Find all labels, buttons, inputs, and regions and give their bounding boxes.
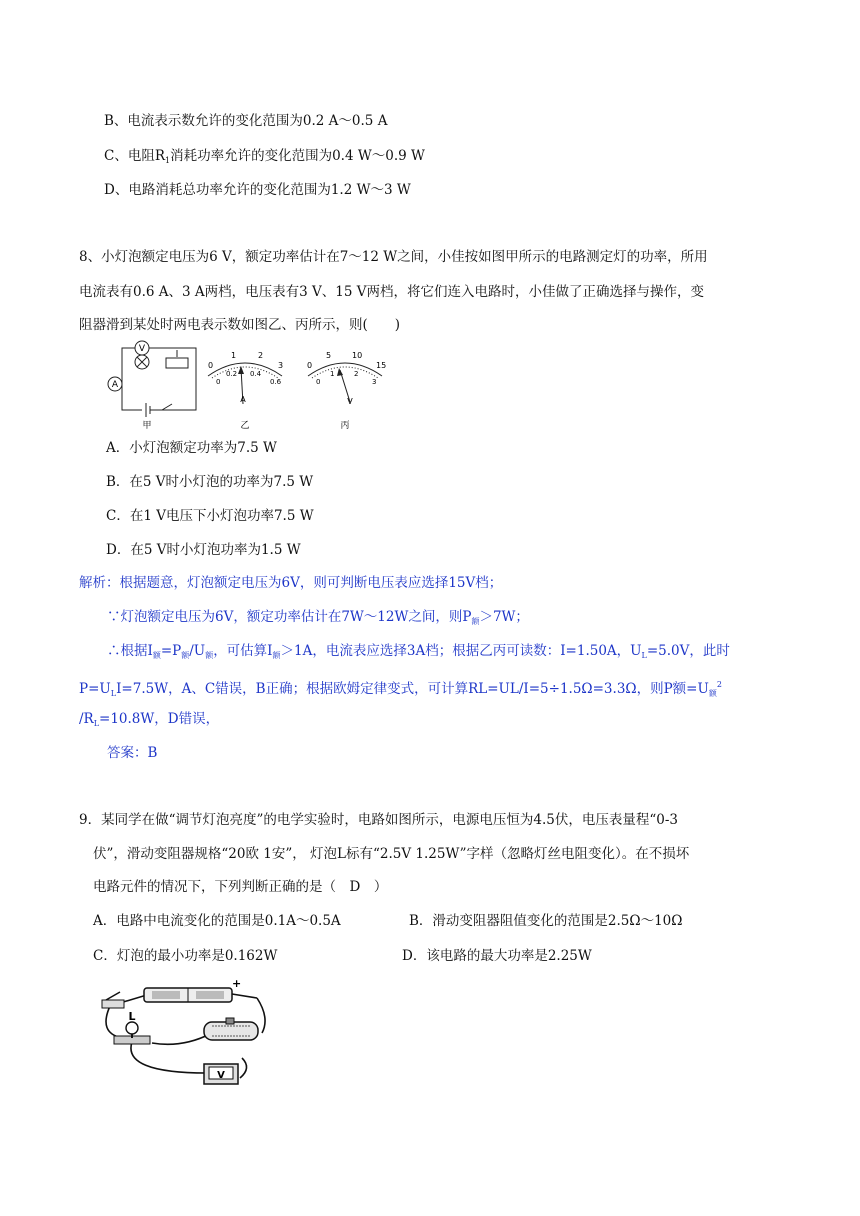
q8-option-a: A．小灯泡额定功率为7.5 W — [106, 440, 277, 456]
q8-analysis-4-t2: I=7.5W，A、C错误，B正确；根据欧姆定律变式，可计算RL=UL/I=5÷1.5Ω=3.3Ω，则P额=U — [116, 681, 709, 697]
voltmeter-outer-tick-0: 0 — [307, 361, 313, 370]
voltmeter-inner-tick-1: 1 — [330, 370, 335, 378]
ammeter-outer-tick-3: 3 — [278, 361, 284, 370]
voltmeter-inner-tick-0: 0 — [316, 378, 321, 386]
ammeter-inner-tick-0: 0 — [216, 378, 221, 386]
q8-analysis-3-s2: 额 — [181, 651, 190, 660]
q8-analysis-line-1: 解析：根据题意，灯泡额定电压为6V，则可判断电压表应选择15V档； — [79, 575, 503, 591]
ammeter-outer-tick-0: 0 — [208, 361, 214, 370]
circuit-ammeter-letter: A — [111, 380, 119, 390]
q8-analysis-line-5 — [79, 709, 219, 734]
circuit-diagram — [108, 341, 196, 416]
q8-analysis-line-3 — [107, 641, 730, 666]
q8-analysis-3-s3: 额 — [205, 651, 214, 660]
ammeter-outer-tick-1: 1 — [231, 351, 237, 360]
circuit-caption: 甲 — [142, 421, 152, 430]
q8-analysis-3-t4: ，可估算I — [213, 643, 273, 659]
voltmeter-inner-tick-2: 2 — [354, 370, 359, 378]
q8-analysis-5-t2: =10.8W，D错误， — [99, 711, 220, 727]
q8-analysis-4-t1: P=U — [79, 681, 111, 697]
q8-analysis-2-sub: 额 — [471, 617, 480, 626]
circuit-voltmeter-letter: V — [138, 344, 146, 354]
q7-option-c — [104, 146, 425, 171]
voltmeter-inner-tick-3: 3 — [372, 378, 377, 386]
lamp-label: L — [128, 1010, 136, 1023]
battery-icon — [144, 988, 232, 1002]
voltmeter-outer-tick-2: 10 — [352, 351, 363, 360]
q7-option-c-text-rest: 消耗功率允许的变化范围为0.4 W～0.9 W — [170, 148, 425, 164]
q9-option-d: D．该电路的最大功率是2.25W — [402, 948, 592, 964]
voltmeter-outer-tick-1: 5 — [326, 351, 332, 360]
voltmeter-needle-label: V — [347, 397, 353, 406]
q9-option-a: A．电路中电流变化的范围是0.1A～0.5A — [93, 913, 341, 929]
q8-analysis-5-s1: L — [93, 719, 100, 728]
q9-option-c: C．灯泡的最小功率是0.162W — [93, 948, 278, 964]
ammeter-inner-tick-2: 0.4 — [250, 370, 262, 378]
lamp-holder-icon — [114, 1022, 150, 1044]
ammeter-inner-tick-1: 0.2 — [226, 370, 238, 378]
q8-analysis-3-t5: ＞1A，电流表应选择3A档；根据乙丙可读数：I=1.50A，U — [280, 643, 642, 659]
battery-plus-sign: + — [232, 978, 242, 990]
voltmeter-label: V — [217, 1070, 225, 1081]
q9-stem-line-1: 9．某同学在做“调节灯泡亮度”的电学实验时，电路如图所示，电源电压恒为4.5伏，电压表量程“0-3 — [79, 812, 679, 828]
q8-option-c: C．在1 V电压下小灯泡功率7.5 W — [106, 508, 314, 524]
q8-analysis-3-s4: 额 — [272, 651, 281, 660]
q8-analysis-5-t1: /R — [79, 711, 94, 727]
q7-option-d: D、电路消耗总功率允许的变化范围为1.2 W～3 W — [104, 182, 411, 198]
q9-option-b: B．滑动变阻器阻值变化的范围是2.5Ω～10Ω — [409, 913, 683, 929]
rheostat-icon — [204, 1018, 258, 1040]
q7-option-c-subscript: 1 — [165, 156, 171, 165]
q8-figure — [100, 340, 400, 430]
q8-analysis-3-t6: =5.0V，此时 — [646, 643, 730, 659]
q8-analysis-line-2 — [107, 607, 529, 632]
ammeter-outer-tick-2: 2 — [258, 351, 264, 360]
q8-answer: 答案：B — [107, 745, 158, 761]
q9-stem-line-2: 伏”，滑动变阻器规格“20欧 1安”， 灯泡L标有“2.5V 1.25W”字样（忽略灯丝电阻变化）。在不损坏 — [93, 846, 690, 862]
q8-analysis-4-sup: 2 — [716, 680, 722, 689]
q8-analysis-3-t2: =P — [160, 643, 182, 659]
q8-stem-line-3: 阻器滑到某处时两电表示数如图乙、丙所示，则( ) — [79, 317, 401, 333]
q8-analysis-3-s1: 额 — [152, 651, 161, 660]
q8-stem-line-2: 电流表有0.6 A、3 A两档，电压表有3 V、15 V两档，将它们连入电路时，小佳做了正确选择与操作，变 — [79, 284, 704, 300]
q7-option-b: B、电流表示数允许的变化范围为0.2 A～0.5 A — [104, 113, 388, 129]
voltmeter-outer-tick-3: 15 — [376, 361, 387, 370]
q9-stem-line-3: 电路元件的情况下，下列判断正确的是（ D ） — [93, 879, 388, 895]
q8-analysis-3-t3: /U — [189, 643, 206, 659]
ammeter-caption: 乙 — [240, 421, 250, 430]
q7-option-c-text: C、电阻R — [104, 148, 165, 164]
q8-option-d: D．在5 V时小灯泡功率为1.5 W — [106, 542, 301, 558]
q8-analysis-4-s2: 额 — [708, 689, 717, 698]
q9-circuit-figure — [92, 978, 282, 1088]
q8-option-b: B．在5 V时小灯泡的功率为7.5 W — [106, 474, 314, 490]
q8-stem-line-1: 8、小灯泡额定电压为6 V，额定功率估计在7～12 W之间，小佳按如图甲所示的电路测定灯的功率，所用 — [79, 249, 708, 265]
q8-analysis-3-t1: ∴根据I — [107, 643, 153, 659]
switch-icon — [102, 992, 124, 1008]
q8-analysis-3-s5: L — [641, 651, 647, 660]
ammeter-inner-tick-3: 0.6 — [270, 378, 282, 386]
q8-analysis-line-4 — [79, 675, 722, 704]
q8-analysis-2-text: ∵灯泡额定电压为6V，额定功率估计在7W～12W之间，则P — [107, 609, 472, 625]
q8-analysis-2-text-rest: ＞7W； — [479, 609, 529, 625]
voltmeter-caption: 丙 — [340, 421, 350, 430]
ammeter-needle-label: A — [240, 395, 246, 404]
q8-analysis-4-s1: L — [110, 689, 117, 698]
